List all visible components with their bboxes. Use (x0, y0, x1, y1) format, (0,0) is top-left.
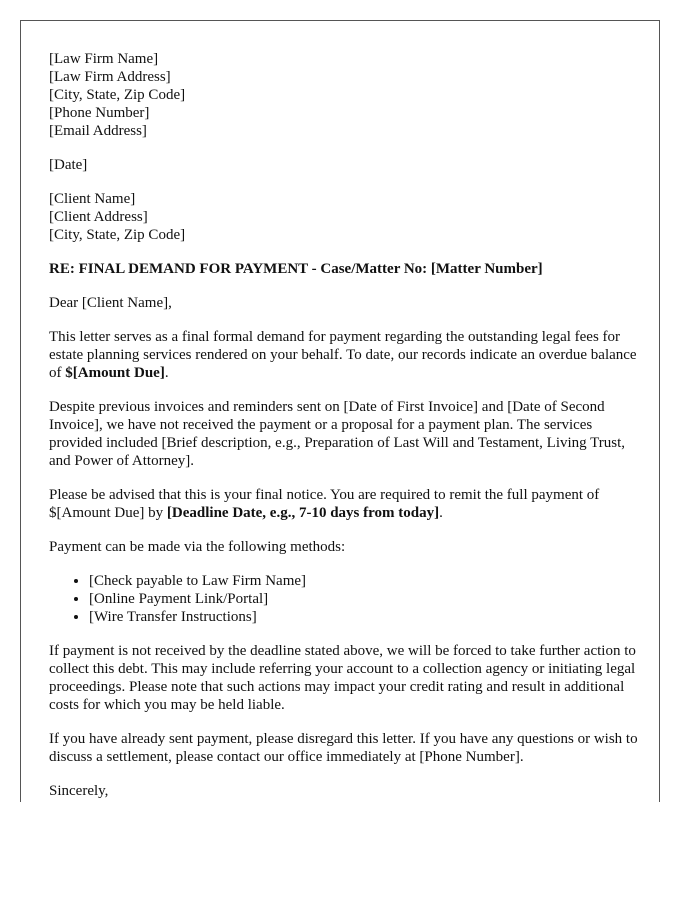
para5-text: If you have already sent payment, please disregard this letter. If you have any questions or wish to discuss a settlement, please contact our office immediately at [Phone Number]. (49, 731, 638, 765)
client-city-state-zip: [City, State, Zip Code] (49, 227, 186, 243)
firm-email: [Email Address] (49, 123, 147, 139)
closing-block (49, 782, 639, 800)
para1-text: This letter serves as a final formal demand for payment regarding the outstanding legal fees for estate planning services rendered on your behalf. To date, our records indicate an overdue balance of (49, 329, 637, 381)
recipient-block (49, 190, 639, 244)
payment-intro: Payment can be made via the following methods: (49, 539, 346, 555)
letter-page (20, 20, 660, 802)
salutation-block (49, 294, 639, 312)
paragraph-text (49, 328, 639, 382)
paragraph-overdue-balance (49, 328, 639, 382)
paragraph-previous-invoices (49, 398, 639, 470)
deadline-date: [Deadline Date, e.g., 7-10 days from today] (166, 505, 440, 521)
client-name: [Client Name] (49, 191, 136, 207)
para4-text: If payment is not received by the deadline stated above, we will be forced to take further action to collect this debt. This may include referring your account to a collection agency or initiating legal proceedings. Please note that such actions may impact your credit rating and result in additional costs for which you may be held liable. (49, 643, 636, 713)
paragraph-text (49, 486, 639, 522)
list-item: • [Online Payment Link/Portal] (89, 590, 639, 608)
salutation: Dear [Client Name], (49, 295, 172, 311)
payment-intro-block (49, 538, 639, 556)
letter-date: [Date] (49, 157, 88, 173)
firm-city-state-zip: [City, State, Zip Code] (49, 87, 186, 103)
firm-address: [Law Firm Address] (49, 69, 171, 85)
client-address: [Client Address] (49, 209, 148, 225)
date-block (49, 156, 639, 174)
closing: Sincerely, (49, 783, 109, 799)
amount-due: $[Amount Due] (65, 365, 165, 381)
paragraph-consequences (49, 642, 639, 714)
list-item: • [Check payable to Law Firm Name] (89, 572, 639, 590)
letter-body (49, 50, 639, 802)
payment-methods-list (49, 572, 639, 626)
subject-block (49, 260, 639, 278)
para2-text: Despite previous invoices and reminders sent on [Date of First Invoice] and [Date of Second Invoice], we have not received the payment or a proposal for a payment plan. The services provided included [Brief description, e.g., Preparation of Last Will and Testament, Living Trust, and Power of Attorney]. (49, 399, 626, 469)
list-item: • [Wire Transfer Instructions] (89, 608, 639, 626)
firm-name: [Law Firm Name] (49, 51, 159, 67)
paragraph-final-notice (49, 486, 639, 522)
subject-line: RE: FINAL DEMAND FOR PAYMENT - Case/Matter No: [Matter Number] (49, 261, 543, 277)
paragraph-disregard (49, 730, 639, 766)
para3-end: . (439, 505, 443, 521)
firm-phone: [Phone Number] (49, 105, 150, 121)
para3-text: Please be advised that this is your final notice. You are required to remit the full payment of $[Amount Due] by (49, 487, 600, 521)
sender-block (49, 50, 639, 140)
para1-end: . (164, 365, 169, 381)
